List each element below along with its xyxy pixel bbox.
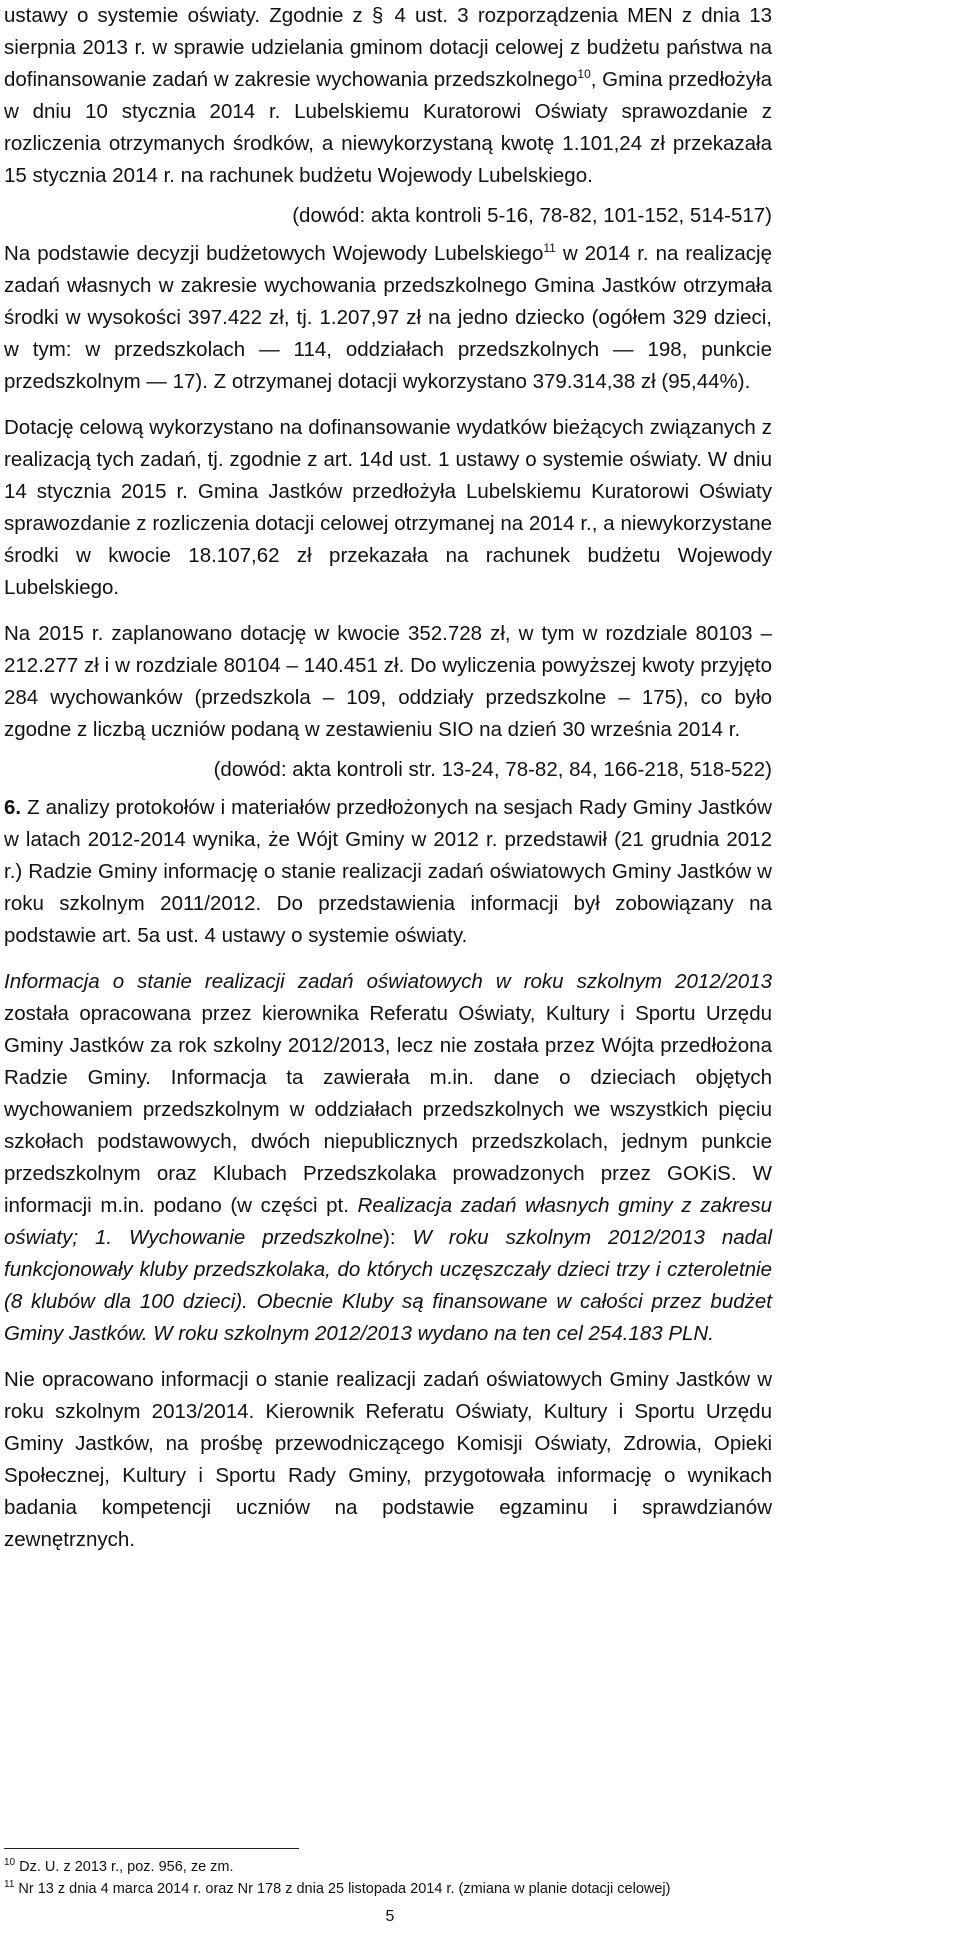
footnote-ref-11[interactable]: 11	[543, 241, 556, 256]
paragraph-dotation-settlement-2013	[4, 0, 772, 192]
paragraph-plan-2015: Na 2015 r. zaplanowano dotację w kwocie 352.728 zł, w tym w rozdziale 80103 – 212.277 zł i w rozdziale 80104 – 140.451 zł. Do wyliczenia powyższej kwoty przyjęto 284 wychowanków (przedszkola – 109, oddziały przedszkolne – 175), co było zgodne z liczbą uczniów podaną w zestawieniu SIO na dzień 30 września 2014 r.	[4, 622, 772, 741]
footnote-ref-10[interactable]: 10	[577, 67, 591, 82]
footnote-10	[4, 1856, 764, 1878]
footnotes	[4, 1856, 764, 1900]
paragraph-text: w 2014 r. na realizację zadań własnych w zakresie wychowania przedszkolnego Gmina Jastków otrzymała środki w wysokości 397.422 zł, tj. 1.207,97 zł na jedno dziecko (ogółem 329 dzieci, w tym: w przedszkolach — 114, oddziałach przedszkolnych — 198, punkcie przedszkolnym — 17). Z otrzymanej dotacji wykorzystano 379.314,38 zł (95,44%).	[4, 242, 772, 393]
paragraph-text: została opracowana przez kierownika Referatu Oświaty, Kultury i Sportu Urzędu Gminy Jastków za rok szkolny 2012/2013, lecz nie została przez Wójta przedłożona Radzie Gminy. Informacja ta zawierała m.in. dane o dzieciach objętych wychowaniem przedszkolnym w oddziałach przedszkolnych we wszystkich pięciu szkołach podstawowych, dwóch niepublicznych przedszkolach, jednym punkcie przedszkolnym oraz Klubach Przedszkolaka prowadzonych przez GOKiS. W informacji m.in. podano (w części pt.	[4, 1002, 772, 1217]
paragraph-text: ):	[383, 1226, 413, 1249]
paragraph-information-2012-2013	[4, 966, 772, 1350]
paragraph-text: 4 ust. 3 rozporządzenia MEN z dnia 13 sierpnia 2013 r. w sprawie udzielania gminom dotacji celowej z budżetu państwa na dofinansowanie zadań w zakresie wychowania przedszkolnego	[4, 4, 772, 91]
footnote-text: Nr 13 z dnia 4 marca 2014 r. oraz Nr 178 z dnia 25 listopada 2014 r. (zmiana w planie dotacji celowej)	[14, 1881, 671, 1897]
document-page	[4, 0, 772, 1556]
page-number: 5	[385, 1908, 395, 1925]
paragraph-point-6	[4, 792, 772, 952]
footnote-number: 11	[4, 1879, 15, 1891]
section-title-italic: Realizacja zadań własnych gminy z zakresu oświaty; 1. Wychowanie przedszkolne	[4, 1194, 772, 1249]
quoted-text-italic: W roku szkolnym 2012/2013 nadal funkcjonowały kluby przedszkolaka, do których uczęszczały dzieci trzy i czteroletnie (8 klubów dla 100 dzieci). Obecnie Kluby są finansowane w całości przez budżet Gminy Jastków. W roku szkolnym 2012/2013 wydano na ten cel 254.183 PLN.	[4, 1226, 772, 1345]
paragraph-dotation-usage: Dotację celową wykorzystano na dofinansowanie wydatków bieżących związanych z realizacją tych zadań, tj. zgodnie z art. 14d ust. 1 ustawy o systemie oświaty. W dniu 14 stycznia 2015 r. Gmina Jastków przedłożyła Lubelskiemu Kuratorowi Oświaty sprawozdanie z rozliczenia dotacji celowej otrzymanej na 2014 r., a niewykorzystane środki w kwocie 18.107,62 zł przekazała na rachunek budżetu Wojewody Lubelskiego.	[4, 416, 772, 599]
footnote-text: Dz. U. z 2013 r., poz. 956, ze zm.	[15, 1859, 234, 1875]
paragraph-budget-decisions-2014	[4, 238, 772, 398]
evidence-reference: (dowód: akta kontroli 5-16, 78-82, 101-152, 514-517)	[292, 204, 772, 227]
document-title-italic: Informacja o stanie realizacji zadań oświatowych w roku szkolnym 2012/2013	[4, 970, 772, 993]
footnote-separator	[4, 1848, 299, 1849]
paragraph-text: ustawy o systemie oświaty. Zgodnie z	[4, 4, 372, 27]
footnote-11	[4, 1878, 764, 1900]
paragraph-text: Z analizy protokołów i materiałów przedłożonych na sesjach Rady Gminy Jastków w latach 2012-2014 wynika, że Wójt Gminy w 2012 r. przedstawił (21 grudnia 2012 r.) Radzie Gminy informację o stanie realizacji zadań oświatowych Gminy Jastków w roku szkolnym 2011/2012. Do przedstawienia informacji był zobowiązany na podstawie art. 5a ust. 4 ustawy o systemie oświaty.	[4, 796, 772, 947]
paragraph-information-2013-2014: Nie opracowano informacji o stanie realizacji zadań oświatowych Gminy Jastków w roku szkolnym 2013/2014. Kierownik Referatu Oświaty, Kultury i Sportu Urzędu Gminy Jastków, na prośbę przewodniczącego Komisji Oświaty, Zdrowia, Opieki Społecznej, Kultury i Sportu Rady Gminy, przygotowała informację o wynikach badania kompetencji uczniów na podstawie egzaminu i sprawdzianów zewnętrznych.	[4, 1368, 772, 1551]
section-sign: §	[371, 4, 384, 27]
evidence-reference: (dowód: akta kontroli str. 13-24, 78-82, 84, 166-218, 518-522)	[213, 758, 772, 781]
paragraph-text: , Gmina przedłożyła w dniu 10 stycznia 2014 r. Lubelskiemu Kuratorowi Oświaty sprawozdanie z rozliczenia otrzymanych środków, a niewykorzystaną kwotę 1.101,24 zł przekazała 15 stycznia 2014 r. na rachunek budżetu Wojewody Lubelskiego.	[4, 68, 772, 187]
point-number: 6.	[4, 796, 22, 819]
paragraph-text: Na podstawie decyzji budżetowych Wojewody Lubelskiego	[4, 242, 544, 265]
footnote-number: 10	[4, 1857, 16, 1869]
